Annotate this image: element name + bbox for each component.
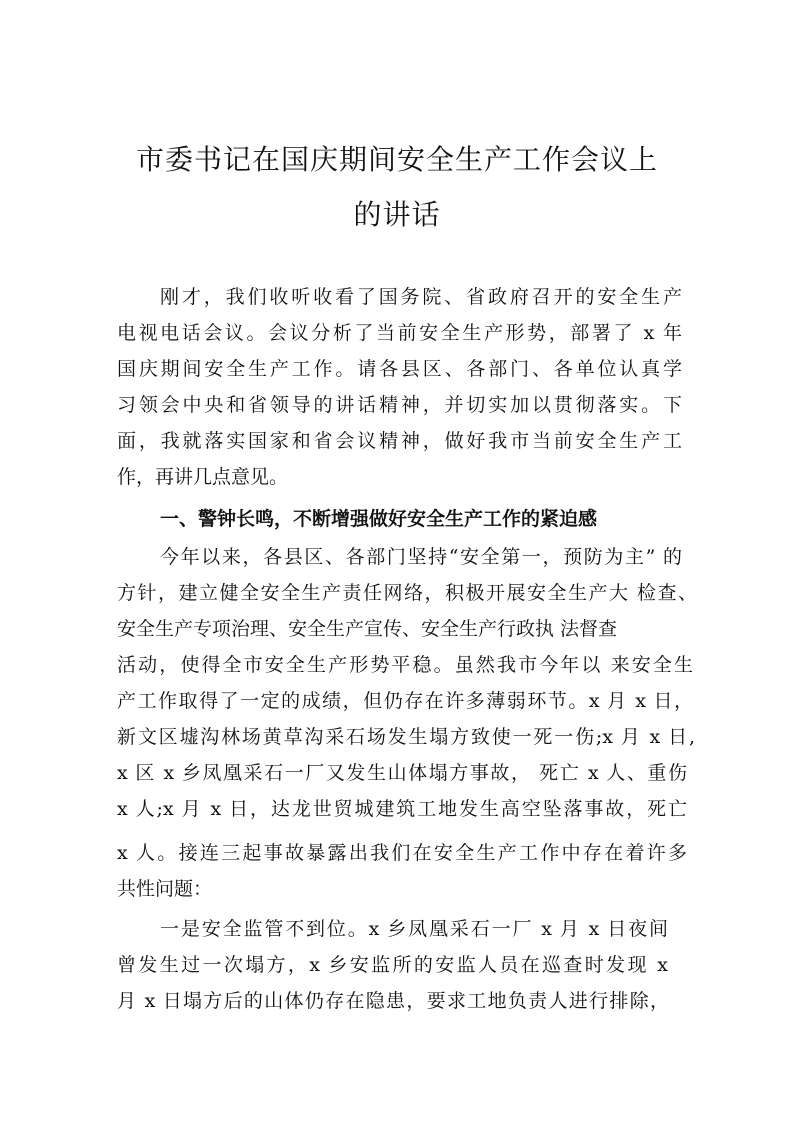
paragraph-line: 安全生产专项治理、安全生产宣传、安全生产行政执 法督查 xyxy=(117,618,618,640)
paragraph-line: 一是安全监管不到位。x 乡凤凰采石一厂 x 月 x 日夜间 xyxy=(160,918,668,940)
paragraph-line: 作，再讲几点意见。 xyxy=(117,466,289,488)
paragraph-line: 面，我就落实国家和省会议精神，做好我市当前安全生产工 xyxy=(117,430,682,452)
paragraph-line: 今年以来，各县区、各部门坚持“安全第一，预防为主” 的 xyxy=(160,546,682,568)
paragraph-line: 产工作取得了一定的成绩，但仍存在许多薄弱环节。x 月 x 日， xyxy=(117,690,693,712)
paragraph-line: 月 x 日塌方后的山体仍存在隐患，要求工地负责人进行排除， xyxy=(117,990,669,1012)
paragraph-line: 国庆期间安全生产工作。请各县区、各部门、各单位认真学 xyxy=(117,358,682,380)
section-heading: 一、警钟长鸣，不断增强做好安全生产工作的紧迫感 xyxy=(160,508,598,530)
paragraph-line: 刚才，我们收听收看了国务院、省政府召开的安全生产 xyxy=(160,286,682,308)
paragraph-line: x 人;x 月 x 日，达龙世贸城建筑工地发生高空坠落事故，死亡 xyxy=(117,798,687,820)
document-title-line-1: 市委书记在国庆期间安全生产工作会议上 xyxy=(135,143,658,176)
paragraph-line: x 区 x 乡凤凰采石一厂又发生山体塌方事故， 死亡 x 人、重伤 xyxy=(117,762,687,784)
paragraph-line: 曾发生过一次塌方，x 乡安监所的安监人员在巡查时发现 x xyxy=(117,954,668,976)
paragraph-line: 方针，建立健全安全生产责任网络，积极开展安全生产大 检查、 xyxy=(117,582,697,604)
paragraph-line: 电视电话会议。会议分析了当前安全生产形势，部署了 x 年 xyxy=(117,322,682,344)
paragraph-line: 新文区墟沟林场黄草沟采石场发生塌方致使一死一伤;x 月 x 日, xyxy=(117,726,695,748)
paragraph-line: 活动，使得全市安全生产形势平稳。虽然我市今年以 来安全生 xyxy=(117,654,693,676)
paragraph-line: 共性问题： xyxy=(117,878,213,900)
document-title-line-2: 的讲话 xyxy=(353,198,441,231)
paragraph-line: 习领会中央和省领导的讲话精神，并切实加以贯彻落实。下 xyxy=(117,394,682,416)
paragraph-line: x 人。接连三起事故暴露出我们在安全生产工作中存在着许多 xyxy=(117,842,687,864)
